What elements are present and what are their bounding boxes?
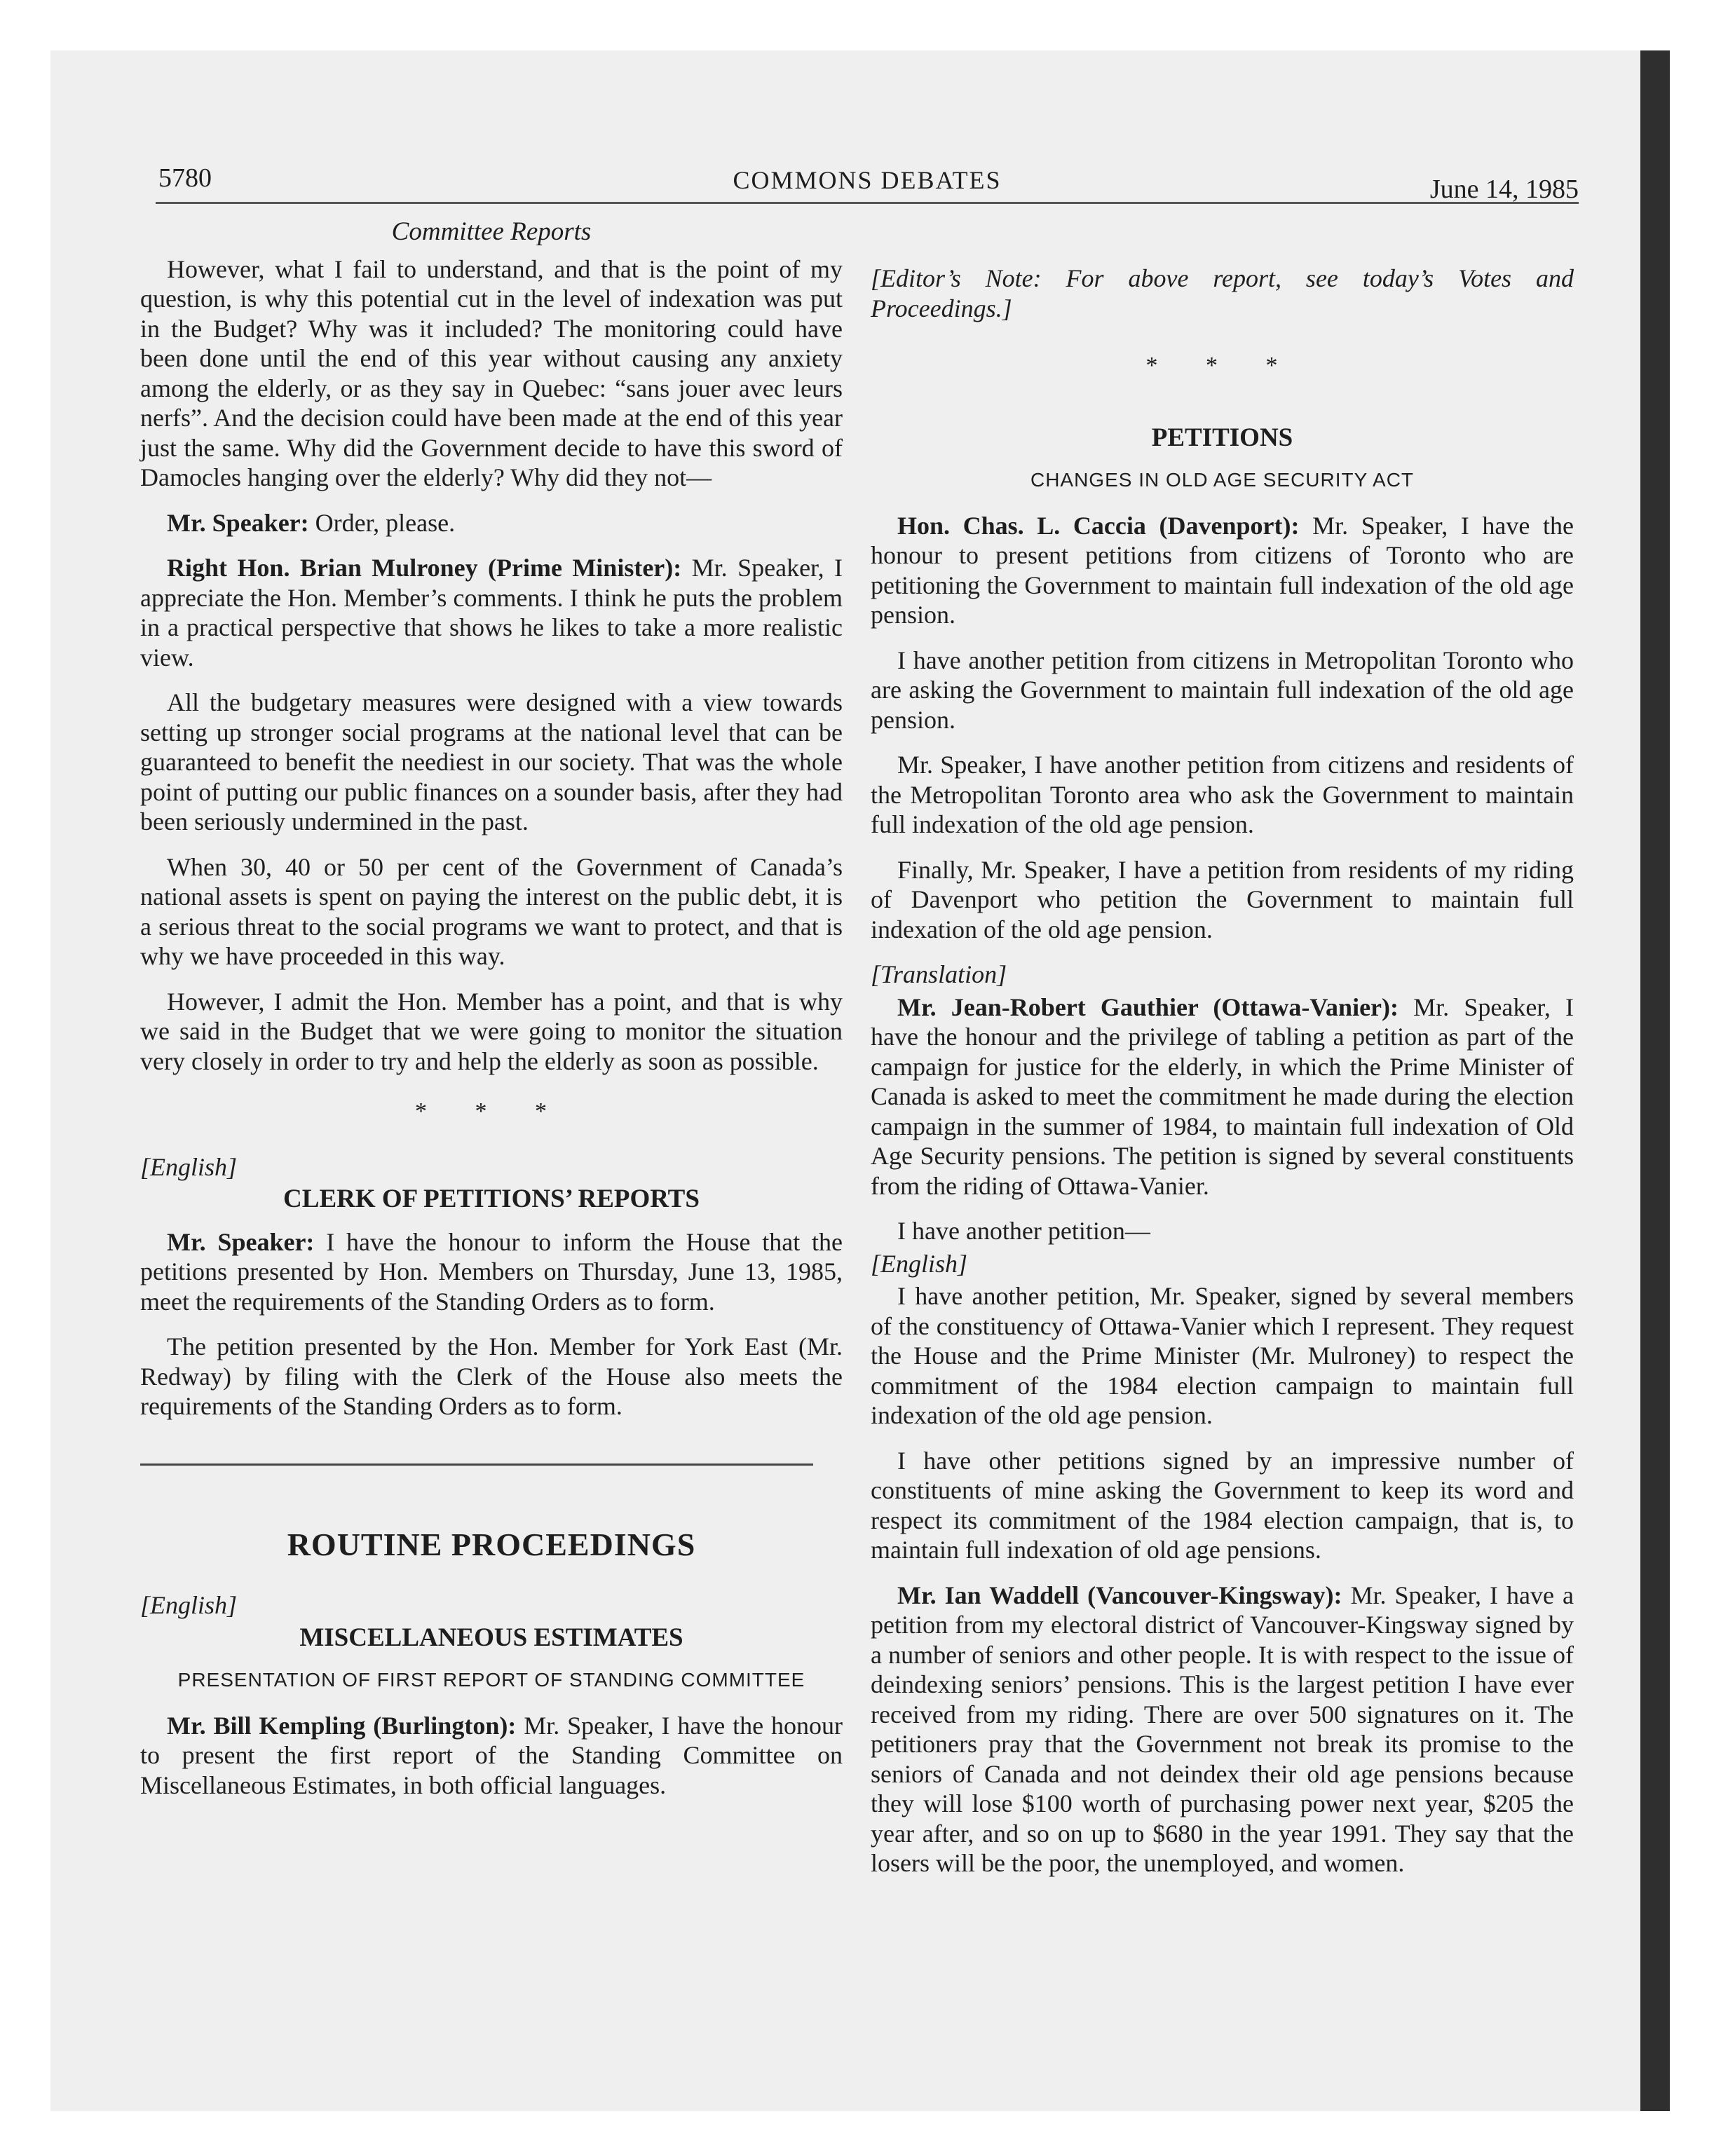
- speaker-name: Mr. Bill Kempling (Burlington):: [167, 1711, 517, 1740]
- section-heading: MISCELLANEOUS ESTIMATES: [299, 1623, 683, 1652]
- right-column: [871, 217, 1574, 1894]
- left-column: [140, 217, 843, 1815]
- speech-text: I have the honour to inform the House that the petitions presented by Hon. Members on Thursday, June 13, 1985, meet the requirements of the Standing Orders as to form.: [140, 1227, 843, 1316]
- paragraph: The petition presented by the Hon. Member for York East (Mr. Redway) by filing with the Clerk of the House also meets the requirements of the Standing Orders as to form.: [140, 1332, 843, 1420]
- language-marker: [English]: [140, 1152, 238, 1181]
- language-marker: [Translation]: [871, 960, 1007, 988]
- paragraph: I have another petition—: [897, 1217, 1150, 1245]
- speech-text: Mr. Speaker, I have a petition from my electoral district of Vancouver-Kingsway signed by a number of seniors and other people. It is with respect to the issue of deindexing seniors’ pensions. This is the largest petition I have ever received from my riding. There are over 500 signatures on it. The petitioners pray that the Government not break its promise to the seniors of Canada and not deindex their old age pensions because they will lose $100 worth of purchasing power next year, $205 the year after, and so on up to $680 in the year 1991. They say that the losers will be the poor, the unemployed, and women.: [871, 1581, 1574, 1877]
- language-marker: [English]: [871, 1249, 968, 1278]
- speaker-name: Hon. Chas. L. Caccia (Davenport):: [897, 511, 1300, 540]
- page-header: [156, 163, 1579, 204]
- speaker-name: Mr. Ian Waddell (Vancouver-Kingsway):: [897, 1581, 1342, 1609]
- section-separator: * * *: [1145, 353, 1299, 378]
- issue-date: June 14, 1985: [1429, 175, 1579, 204]
- speaker-name: Right Hon. Brian Mulroney (Prime Minister):: [167, 554, 682, 582]
- speech-text: Mr. Speaker, I have the honour to present the first report of the Standing Committee on Miscellaneous Estimates, in both official languages.: [140, 1711, 843, 1799]
- paragraph: [140, 1227, 843, 1317]
- paragraph: [871, 511, 1574, 630]
- speech-text: Order, please.: [308, 508, 456, 537]
- paragraph: I have another petition from citizens in Metropolitan Toronto who are asking the Government to maintain full indexation of the old age pension.: [871, 646, 1574, 734]
- scan-edge-bar: [1640, 50, 1670, 2111]
- speaker-name: Mr. Speaker:: [167, 1227, 315, 1256]
- paragraph: Mr. Speaker, I have another petition from citizens and residents of the Metropolitan Toronto area who ask the Government to maintain full indexation of the old age pension.: [871, 751, 1574, 838]
- speech-text: Mr. Speaker, I have the honour and the privilege of tabling a petition as part of the campaign for justice for the elderly, in which the Prime Minister of Canada is asked to meet the commitment he made during the election campaign in the summer of 1984, to maintain full indexation of Old Age Security pensions. The petition is signed by several constituents from the riding of Ottawa-Vanier.: [871, 992, 1574, 1200]
- paragraph: However, I admit the Hon. Member has a point, and that is why we said in the Budget that we were going to monitor the situation very closely in order to try and help the elderly as soon as possible.: [140, 987, 843, 1075]
- paragraph: [140, 1711, 843, 1801]
- paragraph: [871, 992, 1574, 1201]
- horizontal-rule: [140, 1464, 813, 1466]
- paragraph: [140, 553, 843, 672]
- paragraph: When 30, 40 or 50 per cent of the Government of Canada’s national assets is spent on paying the interest on the public debt, it is a serious threat to the social programs we want to protect, and that is why we have proceeded in this way.: [140, 852, 843, 970]
- speech-text: Mr. Speaker, I appreciate the Hon. Member’s comments. I think he puts the problem in a practical perspective that shows he likes to take a more realistic view.: [140, 554, 843, 671]
- speaker-name: Mr. Jean-Robert Gauthier (Ottawa-Vanier):: [897, 992, 1399, 1021]
- editor-note: [Editor’s Note: For above report, see today’s Votes and Proceedings.]: [871, 264, 1574, 322]
- major-heading: ROUTINE PROCEEDINGS: [287, 1526, 696, 1562]
- speech-text: Mr. Speaker, I have the honour to present petitions from citizens of Toronto who are petitioning the Government to maintain full indexation of the old age pension.: [871, 511, 1574, 629]
- running-head: Committee Reports: [391, 217, 592, 246]
- speaker-name: Mr. Speaker:: [167, 508, 309, 537]
- section-heading: PETITIONS: [1151, 423, 1293, 452]
- paragraph: All the budgetary measures were designed with a view towards setting up stronger social programs at the national level that can be guaranteed to benefit the neediest in our society. That was the whole point of putting our public finances on a sounder basis, after they had been seriously undermined in the past.: [140, 688, 843, 835]
- paragraph: I have other petitions signed by an impressive number of constituents of mine asking the Government to keep its word and respect its commitment of the 1984 election campaign, that is, to maintain full indexation of old age pensions.: [871, 1446, 1574, 1564]
- language-marker: [English]: [140, 1591, 238, 1619]
- paragraph: However, what I fail to understand, and that is the point of my question, is why this potential cut in the level of indexation was put in the Budget? Why was it included? The monitoring could have been done until the end of this year without causing any anxiety among the elderly, or as they say in Quebec: “sans jouer avec leurs nerfs”. And the decision could have been made at the end of this year just the same. Why did the Government decide to have this sword of Damocles hanging over the elderly? Why did they not—: [140, 254, 843, 491]
- section-separator: * * *: [415, 1098, 568, 1124]
- subsection-heading: CHANGES IN OLD AGE SECURITY ACT: [1030, 469, 1415, 491]
- paragraph: I have another petition, Mr. Speaker, signed by several members of the constituency of Ottawa-Vanier which I represent. They request the House and the Prime Minister (Mr. Mulroney) to respect the commitment of the 1984 election campaign to maintain full indexation of the old age pension.: [871, 1282, 1574, 1429]
- subsection-heading: PRESENTATION OF FIRST REPORT OF STANDING COMMITTEE: [177, 1669, 805, 1691]
- page-number: 5780: [158, 163, 212, 193]
- publication-title: COMMONS DEBATES: [733, 166, 1002, 194]
- paragraph: [140, 508, 843, 538]
- paragraph: Finally, Mr. Speaker, I have a petition from residents of my riding of Davenport who petition the Government to maintain full indexation of the old age pension.: [871, 855, 1574, 943]
- paragraph: [871, 1581, 1574, 1878]
- section-heading: CLERK OF PETITIONS’ REPORTS: [283, 1185, 700, 1213]
